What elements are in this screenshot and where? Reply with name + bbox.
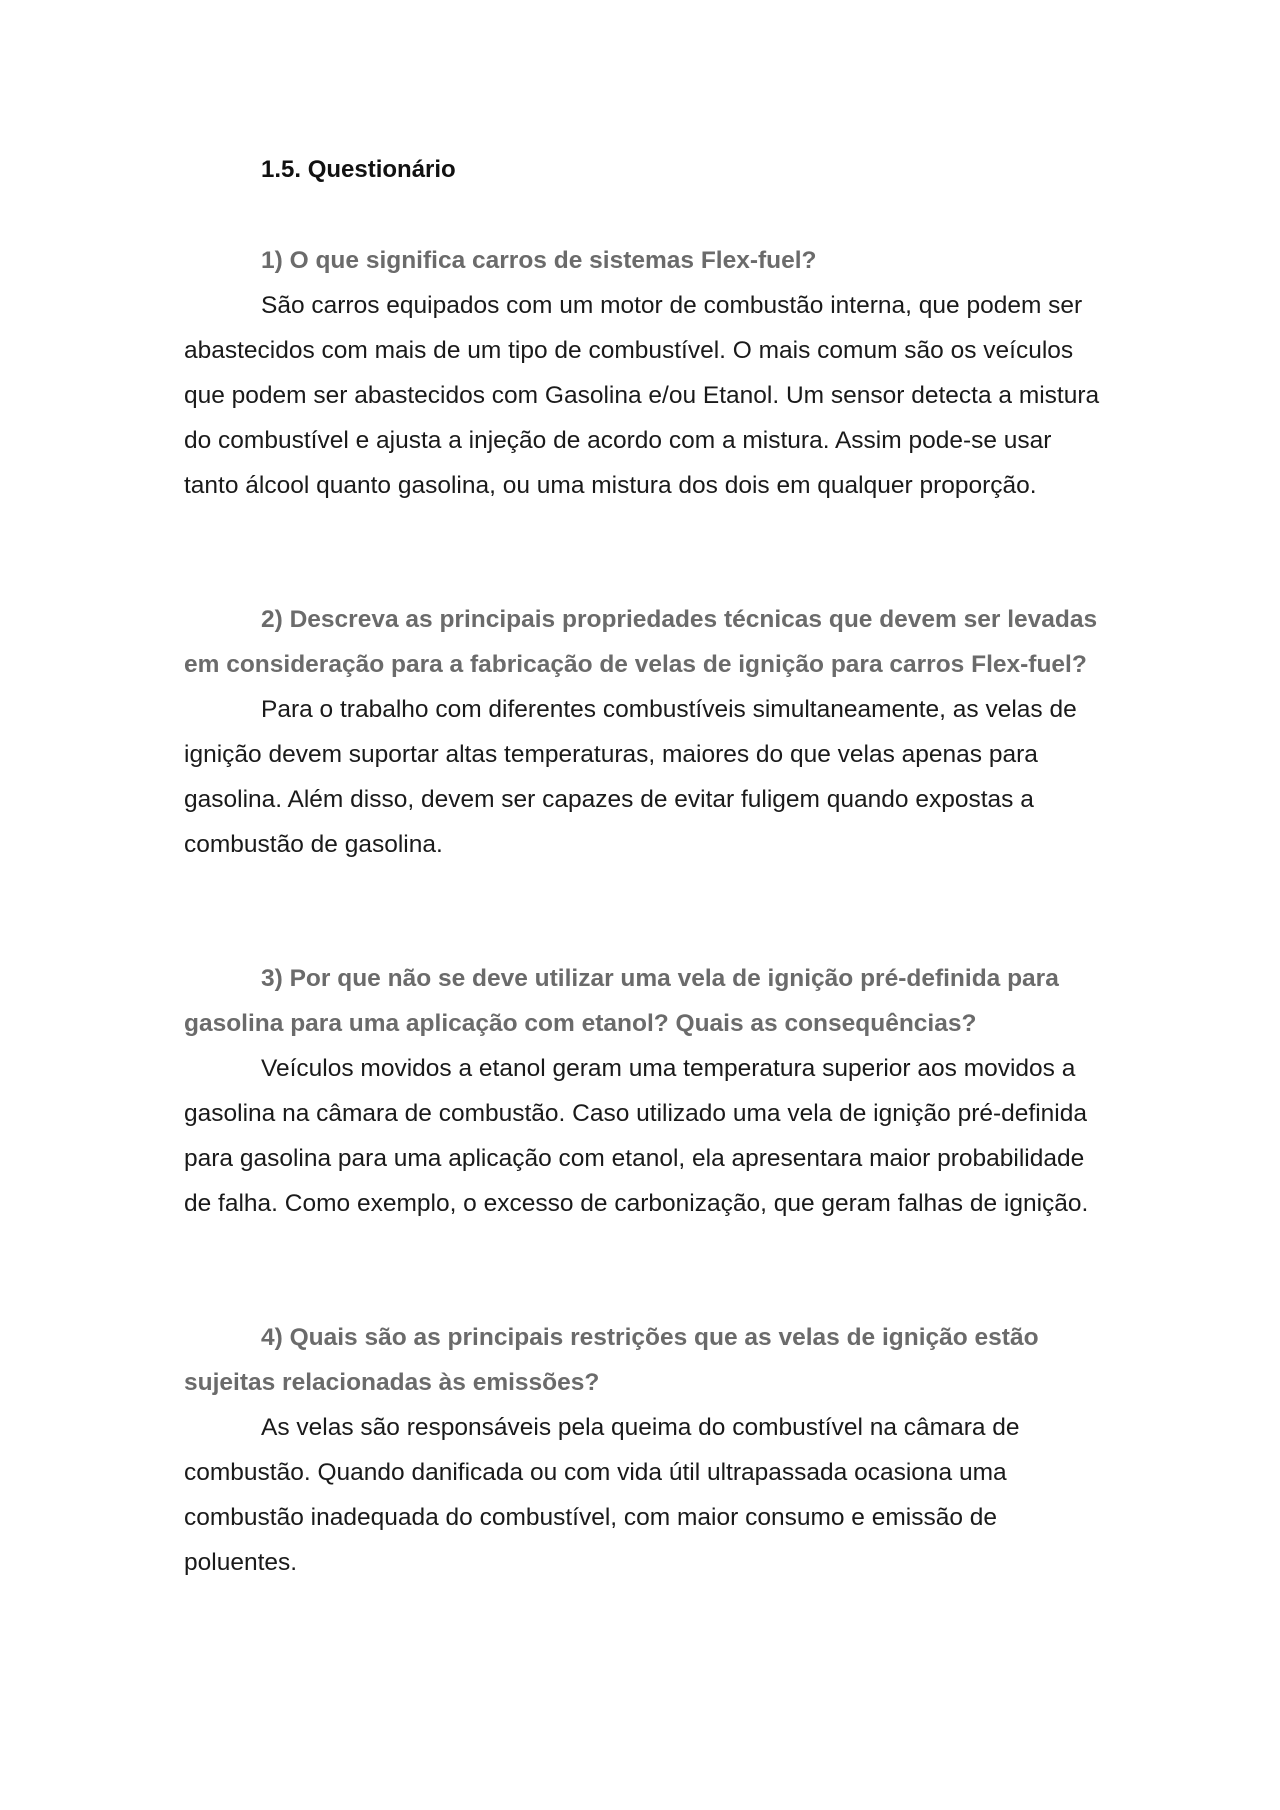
- answer-3-text: Veículos movidos a etanol geram uma temperatura superior aos movidos a gasolina na câmara de combustão. Caso utilizado uma vela de ignição pré-definida para gasolina para uma aplicação com etanol, ela apresentara maior probabilidade de falha. Como exemplo, o excesso de carbonização, que geram falhas de ignição.: [184, 1055, 1089, 1217]
- question-1-text: 1) O que significa carros de sistemas Flex-fuel?: [261, 247, 817, 274]
- question-block-4: [184, 1315, 1104, 1585]
- question-2-text: 2) Descreva as principais propriedades técnicas que devem ser levadas em consideração para a fabricação de velas de ignição para carros Flex-fuel?: [184, 606, 1098, 678]
- question-block-2: [184, 597, 1104, 867]
- answer-4-text: As velas são responsáveis pela queima do combustível na câmara de combustão. Quando danificada ou com vida útil ultrapassada ocasiona uma combustão inadequada do combustível, com maior consumo e emissão de poluentes.: [184, 1414, 1020, 1576]
- answer-1-text: São carros equipados com um motor de combustão interna, que podem ser abastecidos com mais de um tipo de combustível. O mais comum são os veículos que podem ser abastecidos com Gasolina e/ou Etanol. Um sensor detecta a mistura do combustível e ajusta a injeção de acordo com a mistura. Assim pode-se usar tanto álcool quanto gasolina, ou uma mistura dos dois em qualquer proporção.: [184, 292, 1100, 499]
- answer-2-text: Para o trabalho com diferentes combustíveis simultaneamente, as velas de ignição devem suportar altas temperaturas, maiores do que velas apenas para gasolina. Além disso, devem ser capazes de evitar fuligem quando expostas a combustão de gasolina.: [184, 696, 1077, 858]
- question-4-text: 4) Quais são as principais restrições que as velas de ignição estão sujeitas relacionadas às emissões?: [184, 1324, 1039, 1396]
- section-title: 1.5. Questionário: [261, 156, 456, 183]
- question-block-1: [184, 238, 1104, 508]
- question-3-text: 3) Por que não se deve utilizar uma vela de ignição pré-definida para gasolina para uma aplicação com etanol? Quais as consequências?: [184, 965, 1059, 1037]
- question-block-3: [184, 956, 1104, 1226]
